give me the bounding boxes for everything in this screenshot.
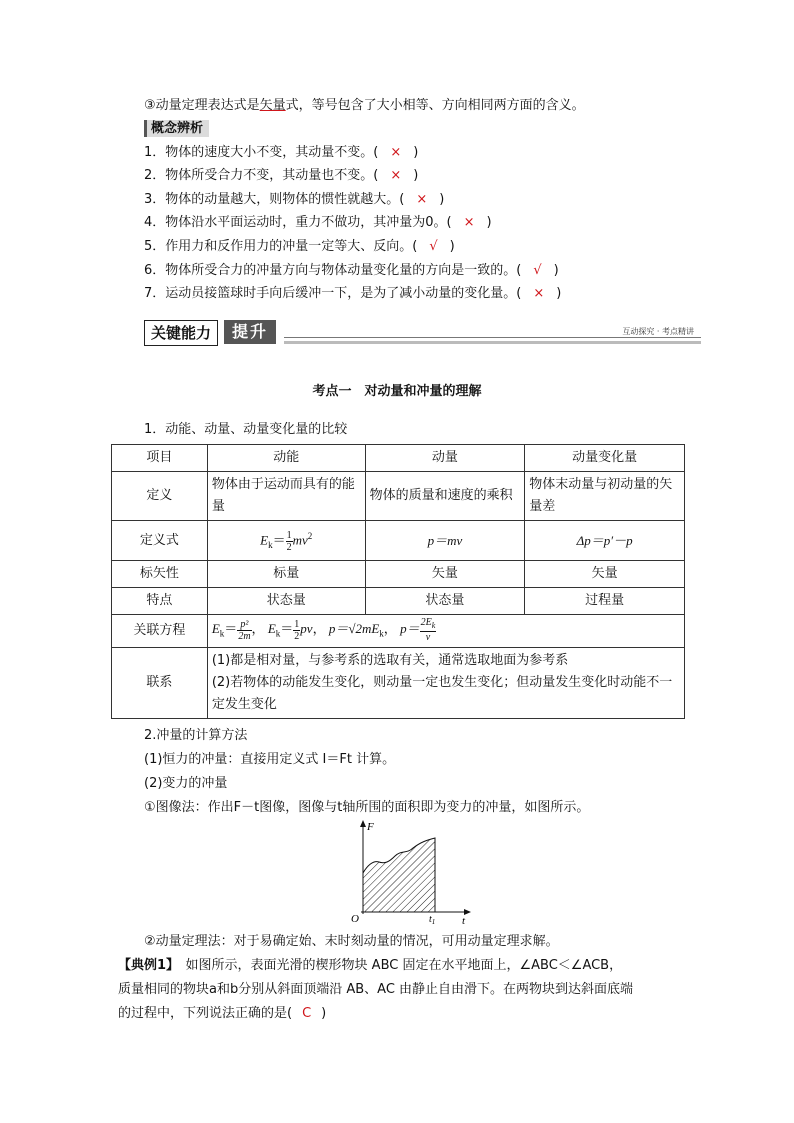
example-line-1 — [118, 957, 622, 975]
x-label: t — [462, 915, 466, 926]
example-tag: 【典例1】 — [118, 958, 173, 973]
judgment-text: 1．物体的速度大小不变，其动量不变。( — [144, 145, 379, 160]
header-cell: 项目 — [112, 445, 208, 472]
link-item-2: (2)若物体的动能发生变化，则动量一定也发生变化；但动量发生变化时动能不一定发生变化 — [211, 674, 673, 712]
table-header-row — [112, 445, 685, 472]
judgment-close: ) — [439, 192, 445, 207]
judgment-item — [144, 262, 559, 280]
top-line-after: 式，等号包含了大小相等、方向相同两方面的含义。 — [285, 98, 585, 113]
banner-label-improve: 提升 — [224, 320, 276, 344]
judgment-close: ) — [413, 145, 419, 160]
judgment-text: 6．物体所受合力的冲量方向与物体动量变化量的方向是一致的。( — [144, 263, 522, 278]
judgment-mark: × — [463, 215, 475, 230]
example-line-3 — [118, 1005, 326, 1023]
table-cell: 过程量 — [525, 588, 685, 615]
judgment-item — [144, 144, 418, 162]
header-cell: 动能 — [207, 445, 365, 472]
table-row-link — [112, 647, 685, 718]
judgment-mark: × — [390, 168, 402, 183]
row-label: 联系 — [112, 647, 208, 718]
row-label: 标矢性 — [112, 561, 208, 588]
row-label: 定义 — [112, 472, 208, 521]
judgment-item — [144, 238, 455, 256]
top-line-highlight: 矢量 — [259, 98, 286, 113]
table-row-relation — [112, 615, 685, 648]
judgment-close: ) — [556, 286, 562, 301]
impulse-p1: (1)恒力的冲量：直接用定义式 I＝Ft 计算。 — [144, 752, 396, 767]
row-label: 定义式 — [112, 521, 208, 561]
impulse-title: 2.冲量的计算方法 — [144, 728, 248, 743]
y-arrow — [360, 820, 366, 827]
y-label: F — [367, 821, 374, 833]
judgment-close: ) — [449, 239, 455, 254]
judgment-text: 2．物体所受合力不变，其动量也不变。( — [144, 168, 379, 183]
judgment-text: 7．运动员接篮球时手向后缓冲一下，是为了减小动量的变化量。( — [144, 286, 522, 301]
judgment-close: ) — [413, 168, 419, 183]
judgment-item — [144, 214, 492, 232]
impulse-p2: (2)变力的冲量 — [144, 776, 228, 791]
f-t-graph — [345, 818, 475, 926]
banner-rule — [284, 337, 701, 338]
kaodian-title: 考点一 对动量和冲量的理解 — [312, 384, 482, 399]
judgment-close: ) — [486, 215, 492, 230]
table-cell: 物体末动量与初动量的矢量差 — [525, 472, 685, 521]
top-line-before: ③动量定理表达式是 — [144, 98, 260, 113]
table-title: 1．动能、动量、动量变化量的比较 — [144, 422, 348, 437]
table-row-feature — [112, 588, 685, 615]
judgment-mark: × — [533, 286, 545, 301]
table-cell: 状态量 — [207, 588, 365, 615]
row-label: 关联方程 — [112, 615, 208, 648]
judgment-text: 4．物体沿水平面运动时，重力不做功，其冲量为0。( — [144, 215, 452, 230]
top-line — [144, 97, 585, 115]
table-cell: 物体由于运动而具有的能量 — [207, 472, 365, 521]
judgment-item — [144, 285, 561, 303]
table-cell: 物体的质量和速度的乘积 — [365, 472, 525, 521]
table-row-vector — [112, 561, 685, 588]
comparison-table — [111, 444, 685, 719]
relation-formulas: $E_k=$ $\frac{\text{p²}}{2m}$ ， $E_k=$ $\frac{1}{2}$ pv， $p=√2mE_k$， p＝ $\frac{2E_k}{v}$ — [207, 615, 684, 648]
origin-label: O — [351, 913, 359, 925]
impulse-p4: ②动量定理法：对于易确定始、末时刻动量的情况，可用动量定理求解。 — [144, 934, 559, 949]
link-item-1: (1)都是相对量，与参考系的选取有关，通常选取地面为参考系 — [211, 652, 569, 668]
header-cell: 动量 — [365, 445, 525, 472]
example-answer: C — [302, 1006, 312, 1021]
table-cell: 状态量 — [365, 588, 525, 615]
judgment-item — [144, 191, 444, 209]
banner-label-key-ability: 关键能力 — [144, 320, 218, 346]
example-text-1: 如图所示，表面光滑的楔形物块 ABC 固定在水平地面上，∠ABC＜∠ACB， — [172, 958, 623, 973]
table-cell: 标量 — [207, 561, 365, 588]
table-row-formula — [112, 521, 685, 561]
judgment-mark: × — [390, 145, 402, 160]
judgment-mark: × — [416, 192, 428, 207]
impulse-p3: ①图像法：作出F－t图像，图像与t轴所围的面积即为变力的冲量，如图所示。 — [144, 800, 590, 815]
table-row-definition — [112, 472, 685, 521]
table-cell: 矢量 — [525, 561, 685, 588]
impulse-area — [363, 838, 435, 912]
link-cell — [207, 647, 684, 718]
judgment-text: 3．物体的动量越大，则物体的惯性就越大。( — [144, 192, 405, 207]
t1-label: $t_1$ — [429, 914, 436, 926]
formula-dp: Δp＝p′－p — [525, 521, 685, 561]
section-banner — [144, 320, 701, 346]
judgment-mark: √ — [533, 263, 542, 278]
judgment-text: 5．作用力和反作用力的冲量一定等大、反向。( — [144, 239, 418, 254]
judgment-close: ) — [553, 263, 559, 278]
formula-ek: $E_k=$ $\frac{1}{2}$ $mv^2$ — [207, 521, 365, 561]
judgment-mark: √ — [429, 239, 438, 254]
header-cell: 动量变化量 — [525, 445, 685, 472]
concept-badge: 概念辨析 — [144, 120, 209, 137]
banner-rule-thick — [284, 341, 701, 344]
example-text-3: 的过程中，下列说法正确的是( — [118, 1006, 293, 1021]
table-cell: 矢量 — [365, 561, 525, 588]
formula-p: p＝mv — [365, 521, 525, 561]
row-label: 特点 — [112, 588, 208, 615]
banner-note: 互动探究 · 考点精讲 — [619, 326, 697, 337]
judgment-item — [144, 167, 418, 185]
example-close: ) — [321, 1006, 327, 1021]
example-line-2: 质量相同的物块a和b分别从斜面顶端沿 AB、AC 由静止自由滑下。在两物块到达斜面底端 — [118, 982, 634, 997]
